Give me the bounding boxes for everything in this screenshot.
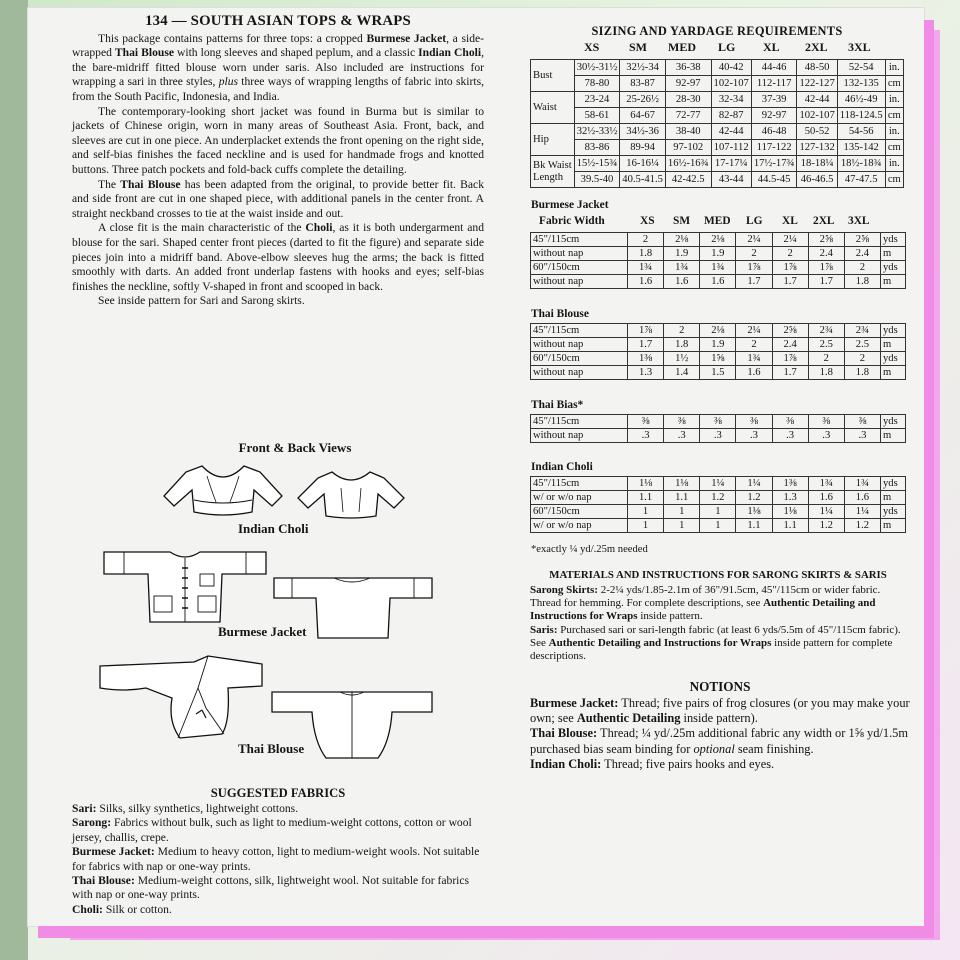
yardage-cell: 1.2 [700, 491, 736, 505]
measurement-cell: 30½-31½ [574, 60, 620, 76]
measurement-cell: 135-142 [837, 140, 885, 156]
unit-cell: yds [881, 352, 906, 366]
yardage-row [531, 261, 906, 275]
yardage-row [531, 247, 906, 261]
measurement-cell: 82-87 [711, 108, 751, 124]
description-column [72, 14, 484, 309]
sarong-paragraph: Sarong Skirts: 2-2¼ yds/1.85-2.1m of 36"/91.5cm, 45"/115cm or wider fabric. Thread for hemming. For complete descriptions, see Authentic Detailing and Instructions for Wraps inside pattern. [530, 584, 881, 623]
measurement-cell: 48-50 [797, 60, 837, 76]
yardage-cell: 1.4 [664, 366, 700, 380]
measurement-cell: 44-46 [751, 60, 797, 76]
unit-cell: in. [885, 60, 903, 76]
fabric-width-cell: without nap [531, 275, 628, 289]
unit-cell: yds [881, 261, 906, 275]
yardage-cell: 1⅛ [736, 505, 772, 519]
materials-title: MATERIALS AND INSTRUCTIONS FOR SARONG SKIRTS & SARIS [549, 569, 887, 581]
measurement-cell: 92-97 [751, 108, 797, 124]
yardage-cell: 2 [664, 324, 700, 338]
measurement-cell: 112-117 [751, 76, 797, 92]
suggested-fabrics-title: SUGGESTED FABRICS [210, 786, 346, 800]
sizing-row [531, 172, 904, 188]
materials-text [530, 584, 906, 663]
yardage-row [531, 491, 906, 505]
unit-cell: cm [885, 76, 903, 92]
measurement-cell: 54-56 [837, 124, 885, 140]
yardage-cell: 1.9 [700, 247, 736, 261]
yardage-size-sm: SM [673, 215, 691, 227]
measurement-cell: 16-16¼ [620, 156, 666, 172]
yardage-row [531, 415, 906, 429]
choli-front-drawing [162, 462, 284, 522]
yardage-cell: .3 [772, 429, 808, 443]
burmese-label: Burmese Jacket [218, 624, 307, 639]
measurement-cell: 40-42 [711, 60, 751, 76]
measurement-cell: 58-61 [574, 108, 620, 124]
section-title: Indian Choli [531, 461, 593, 473]
yardage-cell: 1.8 [844, 275, 880, 289]
size-header-sm: SM [629, 40, 647, 54]
section-title: Thai Bias* [531, 399, 584, 411]
yardage-cell: 1⅜ [772, 477, 808, 491]
yardage-cell: 1.8 [844, 366, 880, 380]
sari-note: See inside pattern for Sari and Sarong skirts. [98, 294, 305, 308]
size-header-2xl: 2XL [805, 40, 828, 54]
measurement-cell: 83-86 [574, 140, 620, 156]
unit-cell: in. [885, 124, 903, 140]
measurement-cell: 117-122 [751, 140, 797, 156]
yardage-cell: .3 [628, 429, 664, 443]
measurement-cell: 47-47.5 [837, 172, 885, 188]
yardage-row [531, 338, 906, 352]
measurement-cell: 40.5-41.5 [620, 172, 666, 188]
fabric-width-cell: w/ or w/o nap [531, 491, 628, 505]
yardage-cell: 1.6 [628, 275, 664, 289]
measurement-label [531, 60, 575, 92]
measurement-cell: 39.5-40 [574, 172, 620, 188]
measurement-cell: 52-54 [837, 60, 885, 76]
yardage-cell: .3 [736, 429, 772, 443]
yardage-table-burmese [530, 232, 906, 289]
yardage-cell: ⅜ [736, 415, 772, 429]
unit-cell: yds [881, 477, 906, 491]
measurement-cell: 28-30 [665, 92, 711, 108]
fabric-width-cell: without nap [531, 247, 628, 261]
yardage-cell: 2¼ [772, 233, 808, 247]
unit-cell: m [881, 275, 906, 289]
yardage-cell: 2.4 [844, 247, 880, 261]
measurement-cell: 18-18¼ [797, 156, 837, 172]
burmese-front-drawing [102, 548, 268, 628]
sizing-row [531, 108, 904, 124]
measurement-label [531, 92, 575, 124]
size-header-3xl: 3XL [848, 40, 871, 54]
fabric-width-cell: without nap [531, 338, 628, 352]
measurement-cell: 44.5-45 [751, 172, 797, 188]
yardage-cell: 1.1 [772, 519, 808, 533]
measurement-cell: 50-52 [797, 124, 837, 140]
yardage-cell: 2⅛ [700, 233, 736, 247]
unit-cell: yds [881, 505, 906, 519]
yardage-cell: 1¾ [664, 261, 700, 275]
measurement-cell: 32½-34 [620, 60, 666, 76]
yardage-cell: 1.7 [628, 338, 664, 352]
yardage-cell: 1 [700, 505, 736, 519]
measurement-label-line: Hip [533, 133, 549, 145]
yardage-size-xs: XS [640, 215, 655, 227]
measurement-cell: 83-87 [620, 76, 666, 92]
yardage-cell: 1 [664, 519, 700, 533]
yardage-cell: ⅜ [664, 415, 700, 429]
measurement-cell: 34½-36 [620, 124, 666, 140]
measurement-cell: 37-39 [751, 92, 797, 108]
yardage-cell: 1¼ [700, 477, 736, 491]
yardage-cell: 1¾ [700, 261, 736, 275]
yardage-cell: 2 [628, 233, 664, 247]
unit-cell: cm [885, 140, 903, 156]
measurement-cell: 92-97 [665, 76, 711, 92]
choli-back-drawing [296, 468, 406, 522]
yardage-cell: .3 [664, 429, 700, 443]
yardage-cell: 1¼ [844, 505, 880, 519]
notions-title: NOTIONS [689, 679, 751, 694]
yardage-cell: 1.9 [700, 338, 736, 352]
unit-cell: m [881, 366, 906, 380]
yardage-cell: 1⅞ [808, 261, 844, 275]
measurement-cell: 23-24 [574, 92, 620, 108]
intro-paragraph: This package contains patterns for three tops: a cropped Burmese Jacket, a side-wrapped Thai Blouse with long sleeves and shaped peplum, and a classic Indian Choli, the bare-midriff fitted blouse worn under saris. Also included are instructions for wrapping a sari in three styles, plus three ways of wrapping lengths of fabric into skirts, from the South Pacific, Indonesia, and India. [72, 31, 485, 103]
fabric-width-cell: 45"/115cm [531, 324, 628, 338]
yardage-cell: .3 [808, 429, 844, 443]
measurement-cell: 64-67 [620, 108, 666, 124]
unit-cell: cm [885, 108, 903, 124]
yardage-table-thai [530, 323, 906, 380]
unit-cell: m [881, 338, 906, 352]
yardage-cell: 1⅛ [772, 505, 808, 519]
yardage-cell: 1⅛ [628, 477, 664, 491]
yardage-cell: 2.5 [844, 338, 880, 352]
yardage-row [531, 366, 906, 380]
suggested-fabrics-list [72, 802, 484, 917]
fabric-width-cell: 45"/115cm [531, 415, 628, 429]
measurement-cell: 107-112 [711, 140, 751, 156]
yardage-cell: 2 [844, 261, 880, 275]
saris-paragraph: Saris: Purchased sari or sari-length fabric (at least 6 yds/5.5m of 45"/115cm fabric). See Authentic Detailing and Instructions for Wraps inside pattern for complete descriptions. [530, 623, 901, 663]
yardage-size-3xl: 3XL [848, 215, 870, 227]
measurement-label-line: Waist [533, 101, 557, 113]
yardage-cell: 2 [736, 247, 772, 261]
yardage-size-lg: LG [746, 215, 763, 227]
yardage-cell: 2⅛ [700, 324, 736, 338]
unit-cell: m [881, 491, 906, 505]
unit-cell: yds [881, 324, 906, 338]
yardage-row [531, 233, 906, 247]
fabric-width-cell: 45"/115cm [531, 233, 628, 247]
yardage-cell: 1¾ [736, 352, 772, 366]
yardage-row [531, 429, 906, 443]
measurement-label [531, 156, 575, 188]
yardage-cell: 1.6 [664, 275, 700, 289]
left-border-strip [0, 0, 28, 960]
measurement-cell: 132-135 [837, 76, 885, 92]
yardage-cell: 1¾ [844, 477, 880, 491]
yardage-cell: 2¾ [808, 324, 844, 338]
yardage-cell: .3 [844, 429, 880, 443]
yardage-cell: ⅜ [772, 415, 808, 429]
yardage-cell: 1.6 [844, 491, 880, 505]
size-header-lg: LG [718, 40, 736, 54]
yardage-row [531, 505, 906, 519]
yardage-cell: 1¼ [736, 477, 772, 491]
fabric-item: Sari: Silks, silky synthetics, lightweight cottons. [72, 802, 299, 815]
yardage-cell: 1¼ [808, 505, 844, 519]
yardage-cell: 2⅝ [808, 233, 844, 247]
measurement-cell: 42-44 [797, 92, 837, 108]
yardage-cell: 2 [736, 338, 772, 352]
sizing-row [531, 140, 904, 156]
choli-label: Indian Choli [238, 521, 309, 536]
unit-cell: m [881, 247, 906, 261]
shadow-right [924, 30, 940, 930]
yardage-cell: 1¾ [628, 261, 664, 275]
yardage-size-med: MED [704, 215, 731, 227]
measurement-cell: 89-94 [620, 140, 666, 156]
measurement-cell: 17-17¼ [711, 156, 751, 172]
yardage-cell: 2¼ [736, 324, 772, 338]
yardage-cell: 1.2 [736, 491, 772, 505]
measurement-cell: 46-48 [751, 124, 797, 140]
thai-front-drawing [98, 658, 264, 740]
sizing-row [531, 92, 904, 108]
fabric-width-cell: without nap [531, 429, 628, 443]
measurement-cell: 46½-49 [837, 92, 885, 108]
yardage-cell: 1.9 [664, 247, 700, 261]
unit-cell: in. [885, 156, 903, 172]
fabric-width-header: Fabric Width [539, 215, 605, 227]
yardage-cell: 1⅝ [700, 352, 736, 366]
fabric-width-cell: 60"/150cm [531, 352, 628, 366]
measurement-label-line: Length [533, 171, 564, 183]
yardage-cell: .3 [700, 429, 736, 443]
shadow-bottom [70, 926, 940, 940]
fabric-width-cell: 60"/150cm [531, 261, 628, 275]
sizing-row [531, 156, 904, 172]
measurement-cell: 78-80 [574, 76, 620, 92]
unit-cell: m [881, 429, 906, 443]
notion-burmese: Burmese Jacket: Thread; five pairs of frog closures (or you may make your own; see Authentic Detailing inside pattern). [530, 696, 910, 726]
unit-cell: yds [881, 415, 906, 429]
yardage-cell: 1.6 [808, 491, 844, 505]
yardage-cell: 1.8 [808, 366, 844, 380]
measurement-cell: 16½-16¾ [665, 156, 711, 172]
measurement-cell: 32½-33½ [574, 124, 620, 140]
measurement-cell: 36-38 [665, 60, 711, 76]
measurement-label-line: Bust [533, 69, 553, 81]
page-title: 134 — SOUTH ASIAN TOPS & WRAPS [145, 13, 411, 29]
choli-paragraph: A close fit is the main characteristic of the Choli, as it is both undergarment and blouse for the sari. Shaped center front pieces (darted to fit the figure) and separate side pieces join into a midriff band. Above-elbow sleeves hug the arms; the back is fitted smoothly with darts. An added front underlap fastens with hooks and eyes; self-bias finishes the neckline, softly V-shaped in front and scooped in back. [72, 221, 484, 293]
sizing-table [530, 59, 904, 188]
unit-cell: in. [885, 92, 903, 108]
yardage-cell: 1⅛ [664, 477, 700, 491]
yardage-cell: 1.5 [700, 366, 736, 380]
yardage-row [531, 324, 906, 338]
yardage-cell: 1 [700, 519, 736, 533]
measurement-cell: 15½-15¾ [574, 156, 620, 172]
yardage-row [531, 352, 906, 366]
measurement-cell: 118-124.5 [837, 108, 885, 124]
yardage-cell: 1.3 [628, 366, 664, 380]
burmese-paragraph: The contemporary-looking short jacket was found in Burma but is similar to jackets of Chinese origin, worn in many areas of Southeast Asia. Front, back, and sleeves are cut in one piece. An underplacket extends the front opening on the right side, and self-bias finishes the faced neckline and is used for handmade frogs and knotted buttons. Three patch pockets and fold-back cuffs complete the detailing. [72, 104, 484, 176]
yardage-cell: 2.4 [772, 338, 808, 352]
yardage-cell: 1 [628, 505, 664, 519]
fabric-item: Burmese Jacket: Medium to heavy cotton, light to medium-weight wools. Not suitable for fabrics with nap or one-way prints. [72, 845, 480, 873]
yardage-size-2xl: 2XL [813, 215, 835, 227]
measurement-cell: 127-132 [797, 140, 837, 156]
yardage-cell: ⅜ [700, 415, 736, 429]
section-title: Thai Blouse [531, 308, 589, 320]
size-header-med: MED [668, 40, 696, 54]
sizing-title: SIZING AND YARDAGE REQUIREMENTS [591, 24, 843, 38]
measurement-label-line: Bk Waist [533, 159, 572, 171]
yardage-cell: 1⅞ [628, 324, 664, 338]
yardage-cell: ⅜ [844, 415, 880, 429]
yardage-cell: 2 [808, 352, 844, 366]
yardage-cell: 1⅞ [772, 352, 808, 366]
yardage-cell: 1⅞ [736, 261, 772, 275]
yardage-cell: 1.7 [808, 275, 844, 289]
yardage-size-xl: XL [782, 215, 798, 227]
notion-choli: Indian Choli: Thread; five pairs hooks and eyes. [530, 756, 775, 771]
measurement-cell: 32-34 [711, 92, 751, 108]
yardage-cell: 1.7 [772, 275, 808, 289]
sizing-row [531, 124, 904, 140]
size-header-xs: XS [584, 40, 600, 54]
unit-cell: cm [885, 172, 903, 188]
yardage-cell: 2⅝ [772, 324, 808, 338]
sizing-row [531, 76, 904, 92]
yardage-cell: 2.5 [808, 338, 844, 352]
yardage-cell: 1.1 [628, 491, 664, 505]
measurement-cell: 38-40 [665, 124, 711, 140]
yardage-cell: 1.8 [664, 338, 700, 352]
measurement-label [531, 124, 575, 156]
measurement-cell: 72-77 [665, 108, 711, 124]
notions-text [530, 696, 912, 772]
yardage-cell: 2¾ [844, 324, 880, 338]
fabric-item: Sarong: Fabrics without bulk, such as light to medium-weight cottons, cotton or wool jersey, challis, crepe. [72, 816, 472, 844]
yardage-cell: 1 [664, 505, 700, 519]
bias-footnote: *exactly ¼ yd/.25m needed [531, 544, 648, 555]
yardage-cell: 1.2 [808, 519, 844, 533]
measurement-cell: 102-107 [711, 76, 751, 92]
measurement-cell: 102-107 [797, 108, 837, 124]
yardage-cell: 1.1 [736, 519, 772, 533]
yardage-cell: 1.7 [772, 366, 808, 380]
thai-paragraph: The Thai Blouse has been adapted from the original, to provide better fit. Back and side front are cut in one shaped piece, with additional panels in the center front. A straight neckband crosses to tie at the waist inside and out. [72, 177, 484, 220]
fabric-item: Thai Blouse: Medium-weight cottons, silk, lightweight wool. Not suitable for fabrics with nap or one-way prints. [72, 874, 470, 902]
fabric-width-cell: without nap [531, 366, 628, 380]
measurement-cell: 18½-18¾ [837, 156, 885, 172]
size-header-xl: XL [763, 40, 780, 54]
yardage-cell: 2 [844, 352, 880, 366]
measurement-cell: 46-46.5 [797, 172, 837, 188]
yardage-cell: 1.6 [736, 366, 772, 380]
yardage-cell: 1.8 [628, 247, 664, 261]
yardage-cell: 1⅜ [628, 352, 664, 366]
measurement-cell: 122-127 [797, 76, 837, 92]
measurement-cell: 42-42.5 [665, 172, 711, 188]
sizing-row [531, 60, 904, 76]
measurement-cell: 97-102 [665, 140, 711, 156]
fabric-item: Choli: Silk or cotton. [72, 902, 172, 916]
yardage-cell: 1.1 [664, 491, 700, 505]
yardage-cell: 1.2 [844, 519, 880, 533]
yardage-table-thai-bias [530, 414, 906, 443]
yardage-cell: 1.7 [736, 275, 772, 289]
yardage-cell: 1 [628, 519, 664, 533]
yardage-cell: 1.3 [772, 491, 808, 505]
measurement-cell: 17½-17¾ [751, 156, 797, 172]
yardage-row [531, 477, 906, 491]
section-title: Burmese Jacket [531, 199, 609, 211]
yardage-cell: ⅜ [808, 415, 844, 429]
fabric-width-cell: 60"/150cm [531, 505, 628, 519]
measurement-cell: 43-44 [711, 172, 751, 188]
yardage-table-choli [530, 476, 906, 533]
yardage-cell: 2¼ [736, 233, 772, 247]
yardage-cell: 1⅞ [772, 261, 808, 275]
views-title: Front & Back Views [238, 440, 352, 455]
yardage-cell: ⅜ [628, 415, 664, 429]
unit-cell: m [881, 519, 906, 533]
yardage-cell: 2 [772, 247, 808, 261]
measurement-cell: 42-44 [711, 124, 751, 140]
yardage-cell: 2⅝ [844, 233, 880, 247]
unit-cell: yds [881, 233, 906, 247]
yardage-cell: 1¾ [808, 477, 844, 491]
notion-thai: Thai Blouse: Thread; ¼ yd/.25m additional fabric any width or 1⅝ yd/1.5m purchased bias seam binding for optional seam finishing. [530, 726, 908, 756]
yardage-cell: 2⅛ [664, 233, 700, 247]
yardage-cell: 1.6 [700, 275, 736, 289]
fabric-width-cell: w/ or w/o nap [531, 519, 628, 533]
measurement-cell: 25-26½ [620, 92, 666, 108]
fabric-width-cell: 45"/115cm [531, 477, 628, 491]
yardage-row [531, 275, 906, 289]
yardage-cell: 2.4 [808, 247, 844, 261]
yardage-cell: 1½ [664, 352, 700, 366]
yardage-row [531, 519, 906, 533]
thai-label: Thai Blouse [238, 741, 305, 756]
